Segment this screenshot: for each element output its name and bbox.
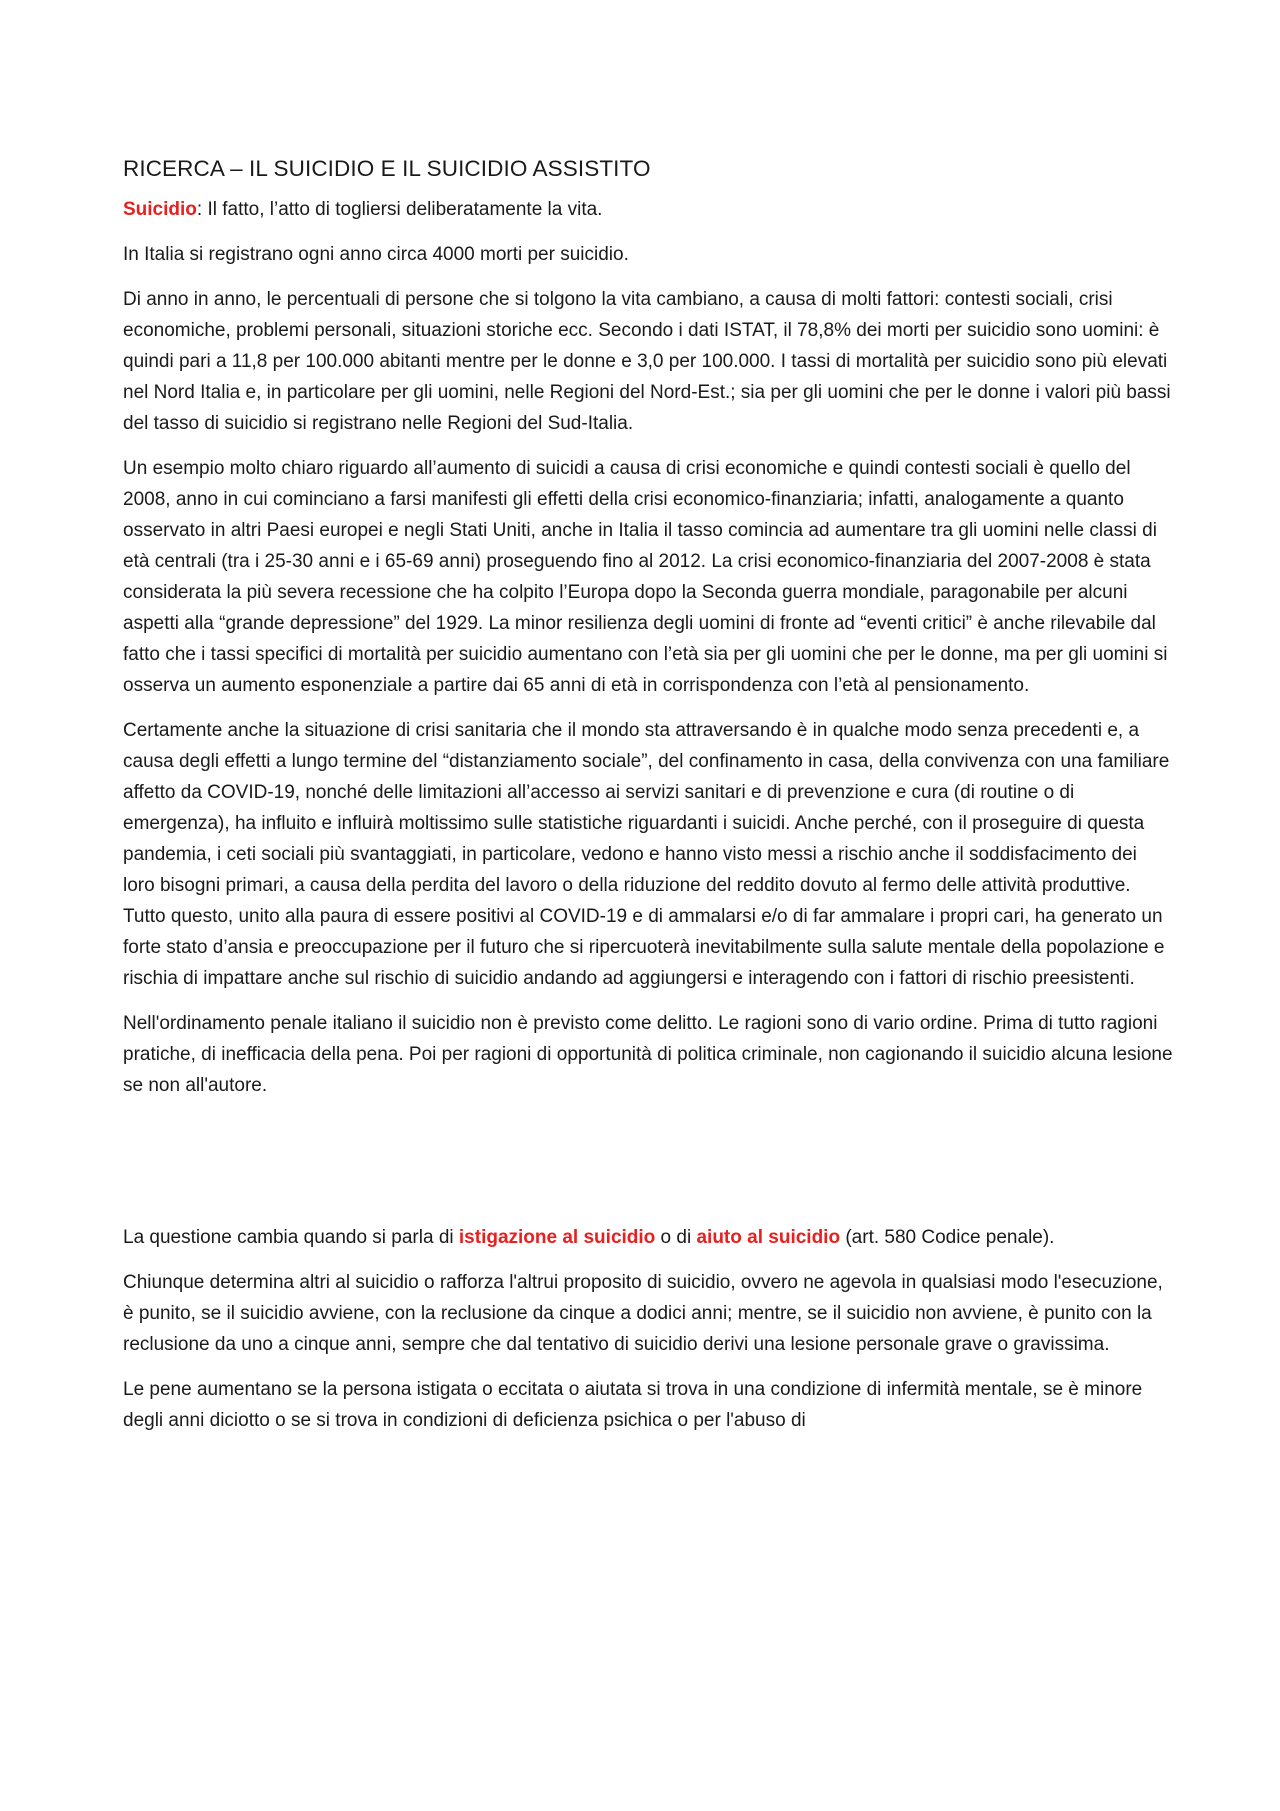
paragraph-penalties: Chiunque determina altri al suicidio o rafforza l'altrui proposito di suicidio, ovvero ne agevola in qualsiasi modo l'esecuzione, è punito, se il suicidio avviene, con la reclusione da cinque a dodici anni; mentre, se il suicidio non avviene, è punito con la reclusione da uno a cinque anni, sempre che dal tentativo di suicidio derivi una lesione personale grave o gravissima. [123, 1272, 1163, 1355]
document-body [123, 152, 1173, 1450]
term-istigazione: istigazione al suicidio [458, 1227, 656, 1248]
paragraph-aggravating: Le pene aumentano se la persona istigata o eccitata o aiutata si trova in una condizione di infermità mentale, se è minore degli anni diciotto o se si trova in condizioni di deficienza psichica o per l'abuso di [123, 1379, 1143, 1431]
paragraph-article-580 [123, 1222, 1173, 1253]
paragraph-economic-crisis: Un esempio molto chiaro riguardo all’aumento di suicidi a causa di crisi economiche e quindi contesti sociali è quello del 2008, anno in cui cominciano a farsi manifesti gli effetti della crisi economico-finanziaria; infatti, analogamente a quanto osservato in altri Paesi europei e negli Stati Uniti, anche in Italia il tasso comincia ad aumentare tra gli uomini nelle classi di età centrali (tra i 25-30 anni e i 65-69 anni) proseguendo fino al 2012. La crisi economico-finanziaria del 2007-2008 è stata considerata la più severa recessione che ha colpito l’Europa dopo la Seconda guerra mondiale, paragonabile per alcuni aspetti alla “grande depressione” del 1929. La minor resilienza degli uomini di fronte ad “eventi critici” è anche rilevabile dal fatto che i tassi specifici di mortalità per suicidio aumentano con l’età sia per gli uomini che per le donne, ma per gli uomini si osserva un aumento esponenziale a partire dai 65 anni di età in corrispondenza con l’età al pensionamento. [123, 458, 1168, 696]
definition-paragraph [123, 194, 1173, 225]
article-580-text-1: La questione cambia quando si parla di [123, 1227, 459, 1248]
definition-text: : Il fatto, l’atto di togliersi deliberatamente la vita. [196, 199, 603, 220]
document-title: RICERCA – IL SUICIDIO E IL SUICIDIO ASSISTITO [123, 156, 651, 181]
article-580-text-3: (art. 580 Codice penale). [840, 1227, 1055, 1248]
section-spacer [123, 1115, 1173, 1222]
definition-term: Suicidio [123, 199, 197, 220]
article-580-text-2: o di [655, 1227, 697, 1248]
term-aiuto: aiuto al suicidio [696, 1227, 841, 1248]
paragraph-penal-code: Nell'ordinamento penale italiano il suicidio non è previsto come delitto. Le ragioni sono di vario ordine. Prima di tutto ragioni pratiche, di inefficacia della pena. Poi per ragioni di opportunità di politica criminale, non cagionando il suicidio alcuna lesione se non all'autore. [123, 1013, 1173, 1096]
paragraph-statistics-intro: In Italia si registrano ogni anno circa 4000 morti per suicidio. [123, 244, 629, 265]
paragraph-istat-data: Di anno in anno, le percentuali di persone che si tolgono la vita cambiano, a causa di molti fattori: contesti sociali, crisi economiche, problemi personali, situazioni storiche ecc. Secondo i dati ISTAT, il 78,8% dei morti per suicidio sono uomini: è quindi pari a 11,8 per 100.000 abitanti mentre per le donne e 3,0 per 100.000. I tassi di mortalità per suicidio sono più elevati nel Nord Italia e, in particolare per gli uomini, nelle Regioni del Nord-Est.; sia per gli uomini che per le donne i valori più bassi del tasso di suicidio si registrano nelle Regioni del Sud-Italia. [123, 289, 1171, 434]
paragraph-covid: Certamente anche la situazione di crisi sanitaria che il mondo sta attraversando è in qualche modo senza precedenti e, a causa degli effetti a lungo termine del “distanziamento sociale”, del confinamento in casa, della convivenza con una familiare affetto da COVID-19, nonché delle limitazioni all’accesso ai servizi sanitari e di prevenzione e cura (di routine o di emergenza), ha influito e influirà moltissimo sulle statistiche riguardanti i suicidi. Anche perché, con il proseguire di questa pandemia, i ceti sociali più svantaggiati, in particolare, vedono e hanno visto messi a rischio anche il soddisfacimento dei loro bisogni primari, a causa della perdita del lavoro o della riduzione del reddito dovuto al fermo delle attività produttive. Tutto questo, unito alla paura di essere positivi al COVID-19 e di ammalarsi e/o di far ammalare i propri cari, ha generato un forte stato d’ansia e preoccupazione per il futuro che si ripercuoterà inevitabilmente sulla salute mentale della popolazione e rischia di impattare anche sul rischio di suicidio andando ad aggiungersi e interagendo con i fattori di rischio preesistenti. [123, 720, 1170, 989]
